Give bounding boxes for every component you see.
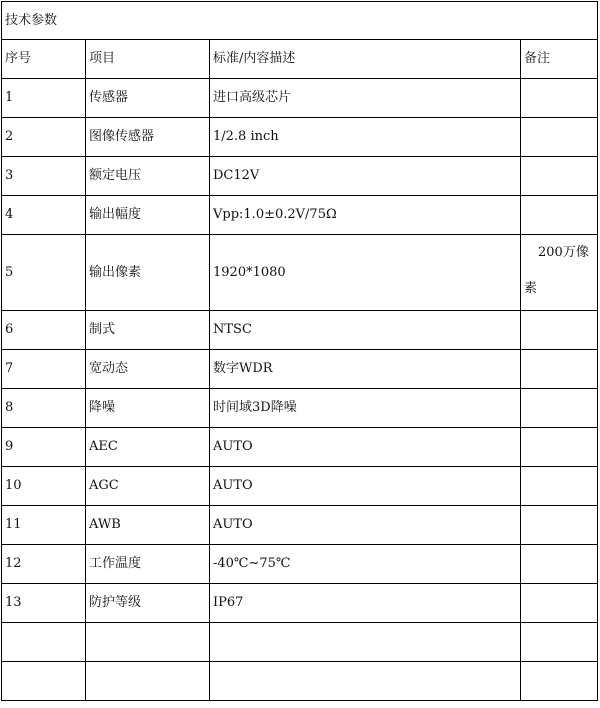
cell-index: 11 <box>2 506 86 545</box>
table-row <box>2 235 598 311</box>
header-note: 备注 <box>521 40 598 79</box>
cell-item: 输出像素 <box>86 235 210 311</box>
cell-item <box>86 623 210 662</box>
cell-index: 10 <box>2 467 86 506</box>
cell-note <box>521 584 598 623</box>
table-row <box>2 311 598 350</box>
cell-index <box>2 662 86 701</box>
cell-desc: AUTO <box>210 506 521 545</box>
cell-item: AEC <box>86 428 210 467</box>
table-row <box>2 545 598 584</box>
header-row <box>2 40 598 79</box>
cell-desc <box>210 623 521 662</box>
cell-item: 图像传感器 <box>86 118 210 157</box>
cell-item: 制式 <box>86 311 210 350</box>
cell-index: 9 <box>2 428 86 467</box>
cell-note <box>521 506 598 545</box>
cell-index: 12 <box>2 545 86 584</box>
cell-note <box>521 545 598 584</box>
cell-index: 7 <box>2 350 86 389</box>
cell-item: AGC <box>86 467 210 506</box>
cell-index: 1 <box>2 79 86 118</box>
cell-desc: IP67 <box>210 584 521 623</box>
cell-note <box>521 389 598 428</box>
cell-item: 降噪 <box>86 389 210 428</box>
spec-table <box>1 1 598 701</box>
cell-index: 2 <box>2 118 86 157</box>
cell-index: 3 <box>2 157 86 196</box>
cell-item <box>86 662 210 701</box>
cell-note <box>521 350 598 389</box>
cell-desc: 1/2.8 inch <box>210 118 521 157</box>
table-row <box>2 506 598 545</box>
table-row <box>2 623 598 662</box>
cell-item: 额定电压 <box>86 157 210 196</box>
table-row <box>2 428 598 467</box>
cell-note <box>521 157 598 196</box>
cell-note <box>521 118 598 157</box>
cell-index <box>2 623 86 662</box>
cell-item: 输出幅度 <box>86 196 210 235</box>
cell-desc: AUTO <box>210 428 521 467</box>
table-title: 技术参数 <box>2 2 598 40</box>
cell-desc: 时间域3D降噪 <box>210 389 521 428</box>
title-row <box>2 2 598 40</box>
table-row <box>2 79 598 118</box>
cell-desc <box>210 662 521 701</box>
cell-note <box>521 467 598 506</box>
note-line-2: 素 <box>524 280 538 296</box>
cell-desc: DC12V <box>210 157 521 196</box>
table-row <box>2 157 598 196</box>
table-row <box>2 350 598 389</box>
table-row <box>2 662 598 701</box>
cell-item: 工作温度 <box>86 545 210 584</box>
cell-desc: -40℃~75℃ <box>210 545 521 584</box>
cell-index: 6 <box>2 311 86 350</box>
cell-item: 宽动态 <box>86 350 210 389</box>
note-line-1: 200万像 <box>538 244 589 260</box>
header-index: 序号 <box>2 40 86 79</box>
cell-index: 4 <box>2 196 86 235</box>
cell-note <box>521 428 598 467</box>
table-row <box>2 467 598 506</box>
cell-desc: 数字WDR <box>210 350 521 389</box>
cell-index: 8 <box>2 389 86 428</box>
cell-item: AWB <box>86 506 210 545</box>
table-row <box>2 389 598 428</box>
cell-index: 13 <box>2 584 86 623</box>
header-item: 项目 <box>86 40 210 79</box>
cell-note <box>521 235 598 311</box>
cell-note <box>521 196 598 235</box>
cell-note <box>521 79 598 118</box>
cell-index: 5 <box>2 235 86 311</box>
cell-note <box>521 623 598 662</box>
cell-desc: Vpp:1.0±0.2V/75Ω <box>210 196 521 235</box>
cell-desc: NTSC <box>210 311 521 350</box>
cell-item: 传感器 <box>86 79 210 118</box>
cell-note <box>521 311 598 350</box>
table-row <box>2 196 598 235</box>
cell-desc: 进口高级芯片 <box>210 79 521 118</box>
table-row <box>2 118 598 157</box>
cell-item: 防护等级 <box>86 584 210 623</box>
table-row <box>2 584 598 623</box>
cell-desc: AUTO <box>210 467 521 506</box>
header-desc: 标准/内容描述 <box>210 40 521 79</box>
cell-desc: 1920*1080 <box>210 235 521 311</box>
cell-note <box>521 662 598 701</box>
